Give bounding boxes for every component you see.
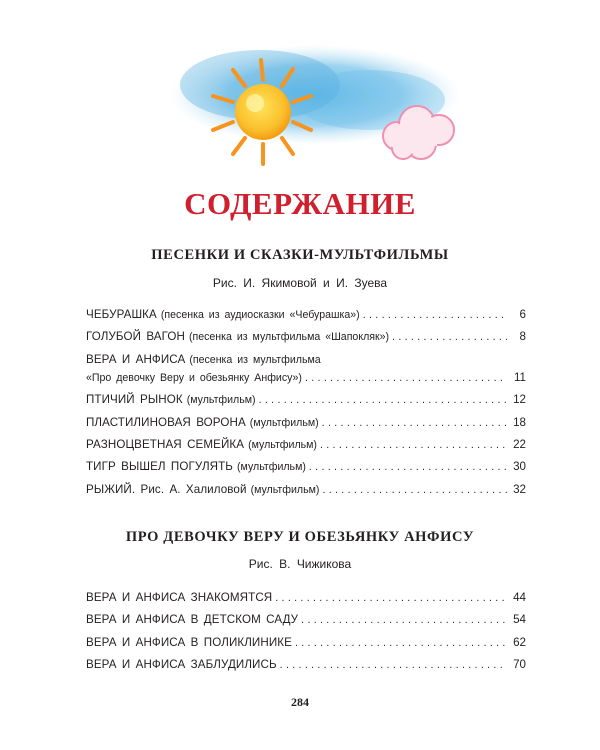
leader-dots [259, 393, 507, 406]
leader-dots [320, 438, 507, 451]
leader-dots [309, 460, 507, 473]
entry-title: РАЗНОЦВЕТНАЯ СЕМЕЙКА [86, 437, 245, 451]
toc-entry-continuation [86, 371, 526, 393]
entry-page: 70 [513, 658, 526, 672]
leader-dots [322, 483, 507, 496]
page-title: СОДЕРЖАНИЕ [184, 186, 416, 221]
toc-entry [86, 438, 526, 460]
leader-dots [280, 658, 507, 671]
toc-entry [86, 591, 526, 613]
page-number: 284 [291, 695, 309, 709]
entry-note: (мультфильм) [249, 416, 319, 429]
leader-dots [392, 330, 507, 343]
entry-title: ВЕРА И АНФИСА [86, 352, 186, 366]
entry-page: 62 [513, 635, 526, 649]
entry-note: «Про девочку Веру и обезьянку Анфису») [86, 371, 302, 384]
entry-title: ВЕРА И АНФИСА В ПОЛИКЛИНИКЕ [86, 635, 292, 649]
toc-entry [86, 658, 526, 680]
entry-note: (песенка из мультфильма [189, 353, 321, 366]
entry-title: ВЕРА И АНФИСА В ДЕТСКОМ САДУ [86, 613, 299, 627]
toc-entry [86, 393, 526, 415]
entry-page: 6 [519, 308, 526, 321]
entry-title: РЫЖИЙ. Рис. А. Халиловой [86, 482, 247, 496]
entry-page: 11 [513, 370, 526, 384]
entry-note: (песенка из мультфильма «Шапокляк») [188, 331, 390, 344]
entry-note: (мультфильм) [186, 394, 256, 407]
leader-dots [305, 371, 507, 384]
toc-entry [86, 483, 526, 505]
entry-note: (песенка из аудиосказки «Чебурашка») [160, 309, 360, 321]
entry-title: ЧЕБУРАШКА [86, 308, 157, 321]
toc-entry [86, 460, 526, 482]
entry-title: ВЕРА И АНФИСА ЗНАКОМЯТСЯ [86, 591, 273, 604]
entry-title: ГОЛУБОЙ ВАГОН [86, 330, 185, 344]
entry-title: ТИГР ВЫШЕЛ ПОГУЛЯТЬ [86, 460, 234, 474]
section-title-songs: ПЕСЕНКИ И СКАЗКИ-МУЛЬТФИЛЬМЫ [151, 247, 449, 263]
toc-entry [86, 613, 526, 635]
entry-page: 44 [513, 591, 526, 604]
entry-title: ПТИЧИЙ РЫНОК [86, 393, 183, 407]
section-credit-vera: Рис. В. Чижикова [248, 557, 352, 571]
leader-dots [295, 636, 507, 649]
section-title-vera: ПРО ДЕВОЧКУ ВЕРУ И ОБЕЗЬЯНКУ АНФИСУ [125, 529, 475, 545]
entry-page: 30 [513, 460, 526, 474]
leader-dots [275, 591, 507, 604]
toc-entry [86, 636, 526, 658]
section-credit-songs: Рис. И. Якимовой и И. Зуева [212, 276, 388, 290]
entry-page: 8 [519, 330, 526, 344]
toc-list-vera [86, 591, 526, 681]
entry-note: (мультфильм) [237, 461, 306, 474]
toc-entry [86, 330, 526, 352]
entry-page: 18 [513, 415, 526, 429]
entry-note: (мультфильм) [248, 438, 317, 451]
entry-title: ВЕРА И АНФИСА ЗАБЛУДИЛИСЬ [86, 658, 277, 672]
entry-page: 32 [513, 482, 526, 496]
entry-page: 12 [513, 393, 526, 407]
leader-dots [301, 613, 507, 626]
leader-dots [363, 308, 507, 321]
entry-title: ПЛАСТИЛИНОВАЯ ВОРОНА [86, 415, 246, 429]
entry-page: 54 [513, 613, 526, 627]
toc-entry [86, 353, 526, 371]
sky-sun-illustration [165, 40, 465, 175]
toc-entry [86, 308, 526, 330]
toc-entry [86, 416, 526, 438]
entry-note: (мультфильм) [250, 483, 320, 496]
toc-list-songs [86, 308, 526, 505]
leader-dots [322, 416, 507, 429]
entry-page: 22 [513, 437, 526, 451]
